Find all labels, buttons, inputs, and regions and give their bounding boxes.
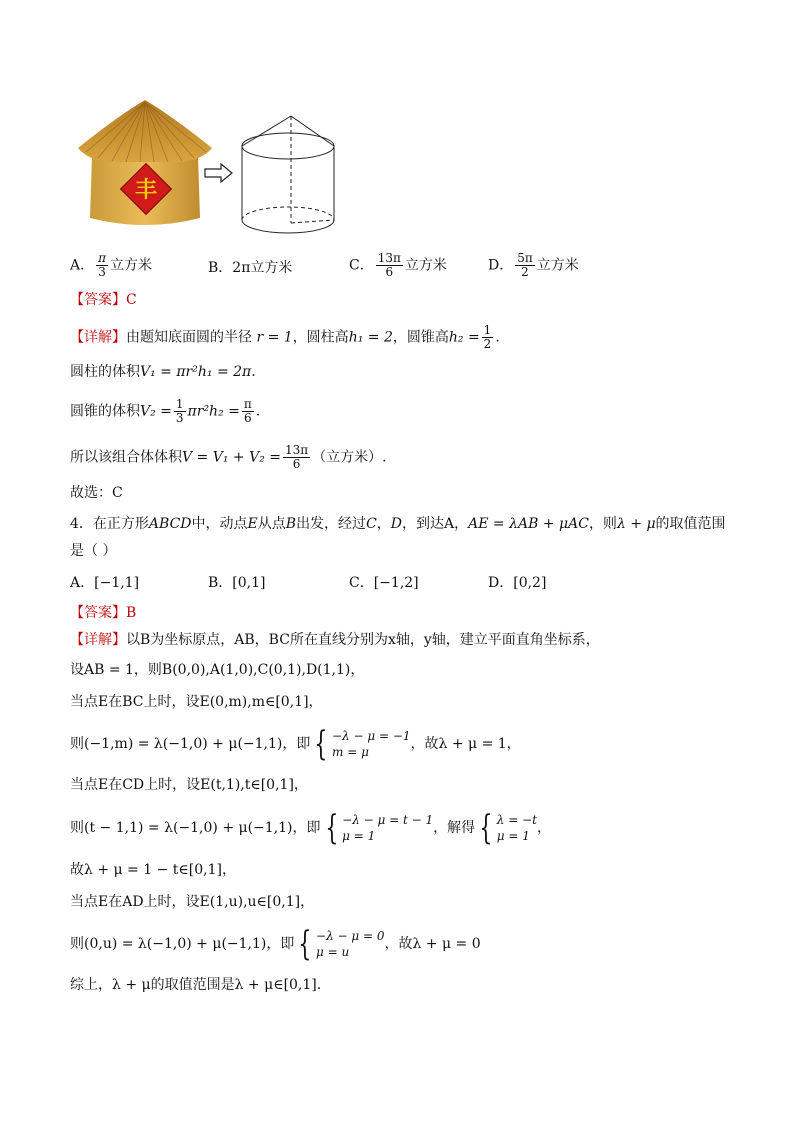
q4-detail-line-2: 设AB = 1，则B(0,0),A(1,0),C(0,1),D(1,1)，	[70, 662, 365, 678]
q4-detail-line-7: 故λ + μ = 1 − t∈[0,1]，	[70, 862, 236, 878]
q4-option-b: B．[0,1]	[208, 575, 266, 591]
q4-detail-line-10: 综上，λ + μ的取值范围是λ + μ∈[0,1].	[70, 977, 322, 993]
feng-character: 丰	[134, 178, 158, 203]
q4-detail-line-3: 当点E在BC上时，设E(0,m),m∈[0,1]，	[70, 694, 323, 710]
q4-option-a: A．[−1,1]	[70, 575, 140, 591]
q3-choice: 故选：C	[70, 485, 123, 501]
q4-stem-line-1: 4．在正方形ABCD中，动点E从点B出发，经过C，D，到达A，AE = λAB + μAC，则λ + μ的取值范围	[70, 516, 726, 532]
q4-option-c: C．[−1,2]	[349, 575, 419, 591]
equation-system: { −λ − μ = −1 m = μ	[314, 724, 411, 764]
q4-detail-line-9: 则(0,u) = λ(−1,0) + μ(−1,1)，即 { −λ − μ = 0 μ = u ，故λ + μ = 0	[70, 924, 481, 964]
q3-option-a: A． $\frac{\pi}{3}$ 立方米	[70, 251, 153, 279]
q3-option-d: D． $\frac{5\pi}{2}$ 立方米	[488, 251, 579, 279]
q3-answer: 【答案】C	[70, 292, 137, 308]
q4-stem-line-2: 是（ ）	[70, 543, 117, 559]
q3-detail-line-1: 【详解】由题知底面圆的半径 r = 1，圆柱高h₁ = 2，圆锥高h₂ = $\frac{1}{2}$ .	[70, 323, 500, 351]
q3-detail-line-3: 圆锥的体积V₂ = $\frac{1}{3}$ πr²h₂ = $\frac{\pi}{6}$ .	[70, 397, 261, 425]
equation-system: { −λ − μ = 0 μ = u	[298, 924, 385, 964]
q4-detail-line-6: 则(t − 1,1) = λ(−1,0) + μ(−1,1)，即 { −λ − μ = t − 1 μ = 1 ，解得 { λ = −t μ = 1 ，	[70, 808, 551, 848]
q3-option-c: C． $\frac{13\pi}{6}$ 立方米	[349, 251, 447, 279]
q4-detail-line-4: 则(−1,m) = λ(−1,0) + μ(−1,1)，即 { −λ − μ = −1 m = μ ，故λ + μ = 1，	[70, 724, 521, 764]
haystack-figure	[78, 98, 212, 230]
q3-detail-line-2: 圆柱的体积V₁ = πr²h₁ = 2π.	[70, 364, 256, 380]
q3-option-b: B．2π立方米	[208, 260, 293, 276]
q4-detail-line-8: 当点E在AD上时，设E(1,u),u∈[0,1]，	[70, 894, 315, 910]
solution-system: { λ = −t μ = 1	[479, 808, 537, 848]
haystack-image	[78, 98, 212, 230]
q4-detail-line-5: 当点E在CD上时，设E(t,1),t∈[0,1]，	[70, 777, 308, 793]
cylinder-cone-figure	[238, 113, 338, 239]
q4-option-d: D．[0,2]	[488, 575, 547, 591]
q3-detail-line-4: 所以该组合体体积V = V₁ + V₂ = $\frac{13\pi}{6}$ （立方米）.	[70, 443, 387, 471]
equation-system: { −λ − μ = t − 1 μ = 1	[324, 808, 434, 848]
arrow-icon	[204, 163, 234, 187]
q4-answer: 【答案】B	[70, 605, 137, 621]
q4-detail-line-1: 【详解】以B为坐标原点，AB，BC所在直线分别为x轴，y轴，建立平面直角坐标系，	[70, 632, 600, 648]
